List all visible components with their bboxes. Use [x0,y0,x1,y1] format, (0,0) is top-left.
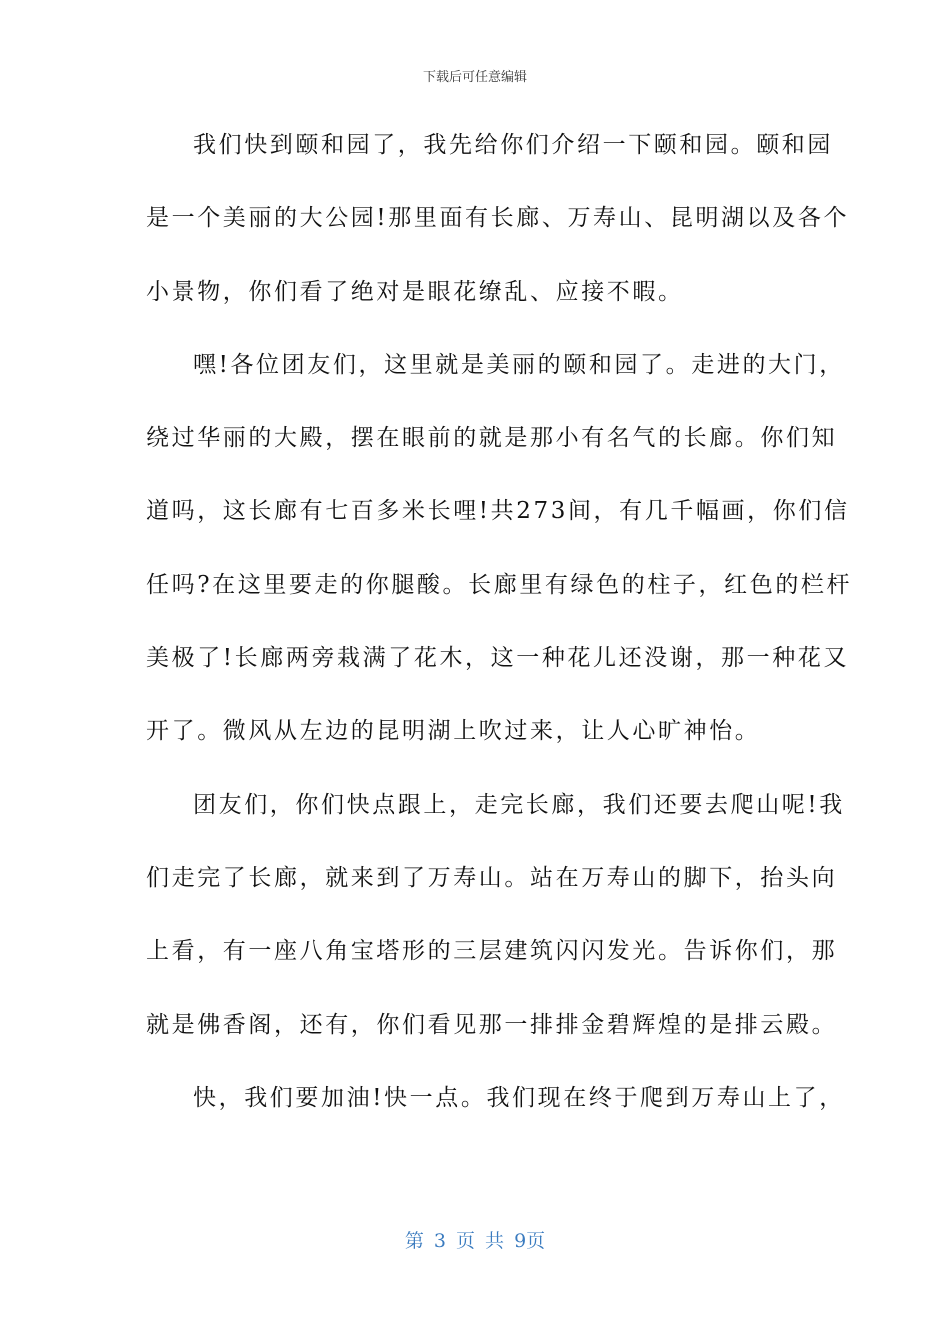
text-line: 道吗，这长廊有七百多米长哩!共273间，有几千幅画，你们信 [146,498,850,525]
text-line: 快，我们要加油!快一点。我们现在终于爬到万寿山上了， [193,1084,845,1111]
text-line: 美极了!长廊两旁栽满了花木，这一种花儿还没谢，那一种花又 [146,645,850,672]
text-line: 上看，有一座八角宝塔形的三层建筑闪闪发光。告诉你们，那 [146,938,838,965]
text-line: 是一个美丽的大公园!那里面有长廊、万寿山、昆明湖以及各个 [146,205,850,232]
text-line: 就是佛香阁，还有，你们看见那一排排金碧辉煌的是排云殿。 [146,1011,838,1038]
page-number-footer: 第 3 页 共 9页 [404,1230,546,1252]
text-line: 我们快到颐和园了，我先给你们介绍一下颐和园。颐和园 [193,132,833,158]
text-line: 嘿!各位团友们，这里就是美丽的颐和园了。走进的大门， [193,351,845,378]
document-body [146,121,853,1147]
text-line: 团友们，你们快点跟上，走完长廊，我们还要去爬山呢!我 [193,791,845,818]
text-line: 们走完了长廊，就来到了万寿山。站在万寿山的脚下，抬头向 [146,864,838,891]
page-header: 下载后可任意编辑 [422,70,527,85]
text-line: 绕过华丽的大殿，摆在眼前的就是那小有名气的长廊。你们知 [146,425,838,452]
text-line: 任吗?在这里要走的你腿酸。长廊里有绿色的柱子，红色的栏杆 [146,571,853,598]
text-line: 小景物，你们看了绝对是眼花缭乱、应接不暇。 [146,278,684,305]
text-line: 开了。微风从左边的昆明湖上吹过来，让人心旷神怡。 [146,718,761,745]
